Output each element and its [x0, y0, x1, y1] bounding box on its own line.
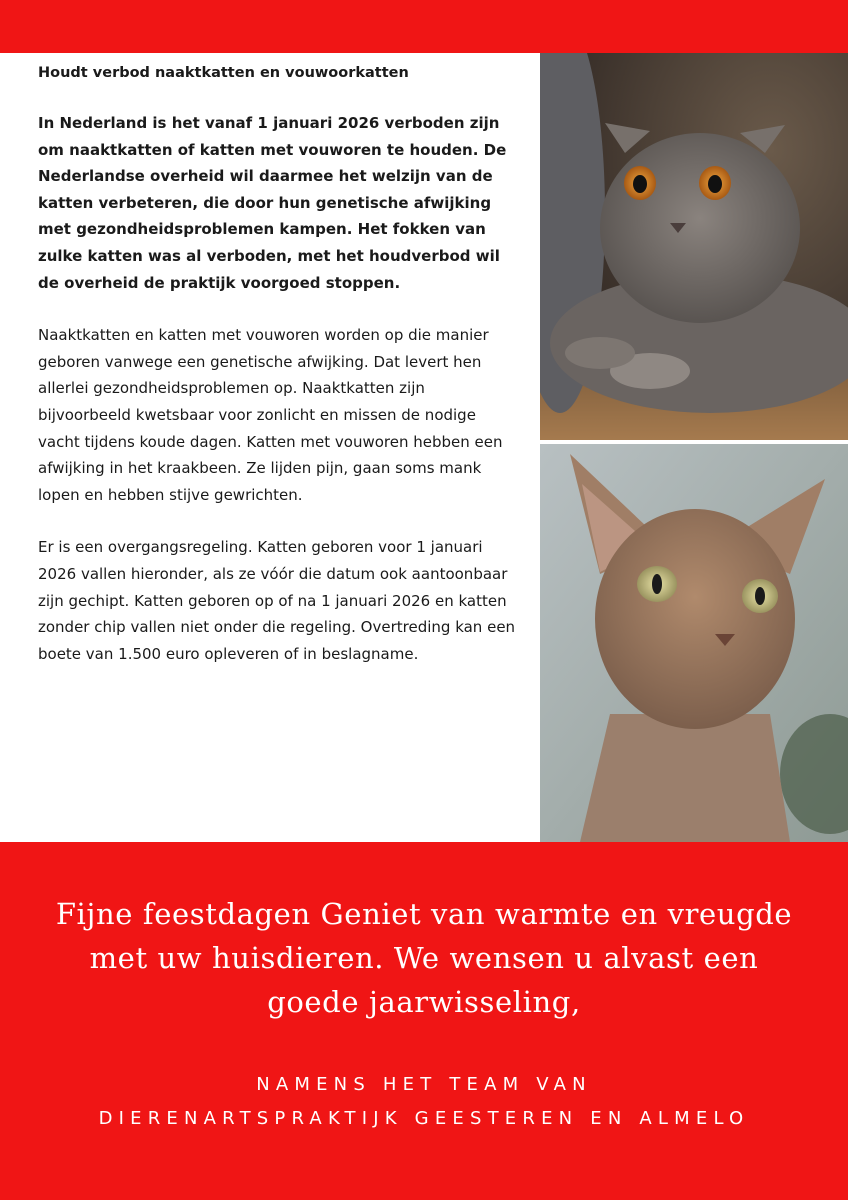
- article-lead: In Nederland is het vanaf 1 januari 2026 verboden zijn om naaktkatten of katten met vouworen te houden. De Nederlandse overheid wil daarmee het welzijn van de katten verbeteren, die door hun genetische afwijking met gezondheidsproblemen kampen. Het fokken van zulke katten was al verboden, met het houdverbod wil de overheid de praktijk voorgoed stoppen.: [38, 114, 507, 292]
- top-red-bar: [0, 0, 848, 53]
- article-paragraph-1: Naaktkatten en katten met vouworen worden op die manier geboren vanwege een genetische afwijking. Dat levert hen allerlei gezondheidsproblemen op. Naaktkatten zijn bijvoorbeeld kwetsbaar voor zonlicht en missen de nodige vacht tijdens koude dagen. Katten met vouworen hebben een afwijking in het kraakbeen. Ze lijden pijn, gaan soms mank lopen en hebben stijve gewrichten.: [38, 326, 503, 504]
- holiday-greeting: Fijne feestdagen Geniet van warmte en vreugde met uw huisdieren. We wensen u alvast een goede jaarwisseling,: [55, 897, 793, 1019]
- scottish-fold-cat-photo: [540, 53, 848, 440]
- signature-line-2: DIERENARTSPRAKTIJK GEESTEREN EN ALMELO: [98, 1108, 750, 1129]
- article: [38, 62, 518, 693]
- team-signature: [20, 1068, 828, 1136]
- footer-banner: [0, 842, 848, 1200]
- signature-line-1: NAMENS HET TEAM VAN: [256, 1074, 592, 1095]
- article-paragraph-2: Er is een overgangsregeling. Katten geboren voor 1 januari 2026 vallen hieronder, als ze vóór die datum ook aantoonbaar zijn gechipt. Katten geboren op of na 1 januari 2026 en katten zonder chip vallen niet onder die regeling. Overtreding kan een boete van 1.500 euro opleveren of in beslagname.: [38, 538, 516, 663]
- article-heading: Houdt verbod naaktkatten en vouwoorkatten: [38, 65, 409, 81]
- sphynx-cat-photo: [540, 444, 848, 842]
